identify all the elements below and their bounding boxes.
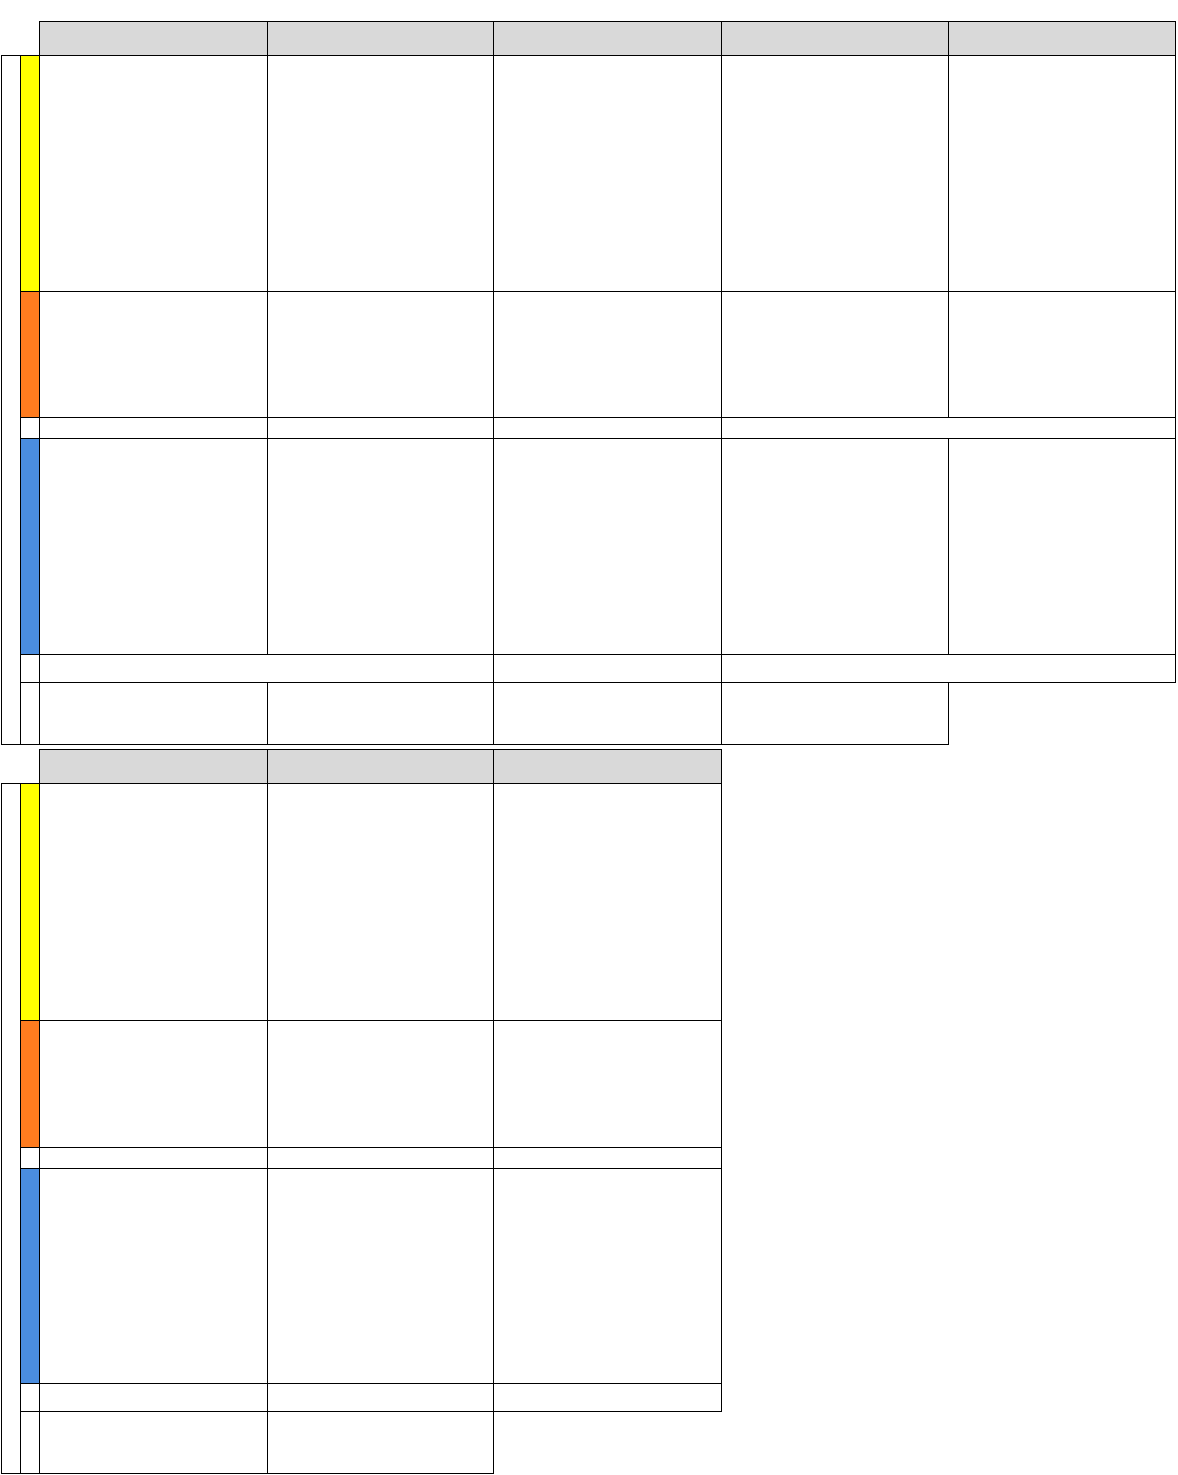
row-pn [2, 1384, 722, 1412]
nutrition-cell [21, 683, 40, 745]
meal-cell [267, 439, 494, 655]
header-row [2, 750, 722, 784]
meal-label-pn [21, 1384, 40, 1412]
meal-cell [721, 292, 949, 418]
row-pd [2, 1148, 722, 1169]
meal-cell [267, 292, 494, 418]
row-nutrition [2, 1412, 722, 1474]
meal-cell [40, 56, 268, 292]
row-obiad [2, 1021, 722, 1148]
meal-cell [494, 1021, 722, 1148]
date-cell [2, 784, 21, 1474]
meal-cell [721, 439, 949, 655]
nutrition-cell [267, 1412, 494, 1474]
diet-header [721, 22, 949, 56]
row-nutrition [2, 683, 1176, 745]
meal-cell [40, 439, 268, 655]
menu-table-1 [1, 21, 1176, 745]
meal-cell [721, 56, 949, 292]
pd-cell [267, 418, 494, 439]
meal-cell [267, 56, 494, 292]
row-kolacja [2, 1169, 722, 1384]
pn-cell [494, 655, 722, 683]
header-row [2, 22, 1176, 56]
meal-label-kolacja [21, 439, 40, 655]
row-obiad [2, 292, 1176, 418]
meal-cell [494, 784, 722, 1021]
pd-cell [721, 418, 1175, 439]
menu-table-2 [1, 749, 722, 1474]
meal-label-pd [21, 418, 40, 439]
meal-cell [40, 1169, 268, 1384]
row-sniadanie [2, 56, 1176, 292]
date-cell [2, 56, 21, 745]
nutrition-cell [21, 1412, 40, 1474]
meal-cell [494, 1169, 722, 1384]
diet-header [267, 22, 494, 56]
meal-label-pd [21, 1148, 40, 1169]
meal-label-sniadanie [21, 56, 40, 292]
nutrition-cell [721, 683, 949, 745]
pn-cell [40, 655, 494, 683]
meal-cell [267, 784, 494, 1021]
pd-cell [40, 418, 268, 439]
nutrition-cell [40, 1412, 268, 1474]
diet-header [949, 22, 1176, 56]
row-sniadanie [2, 784, 722, 1021]
meal-cell [40, 292, 268, 418]
nutrition-cell [494, 683, 722, 745]
pn-cell [267, 1384, 494, 1412]
pn-cell [721, 655, 1175, 683]
nutrition-cell [40, 683, 268, 745]
legend [758, 1071, 1173, 1091]
meal-cell [40, 1021, 268, 1148]
diet-header [494, 750, 722, 784]
meal-cell [949, 292, 1176, 418]
meal-cell [267, 1021, 494, 1148]
diet-header [494, 22, 722, 56]
row-pn [2, 655, 1176, 683]
pd-cell [494, 1148, 722, 1169]
meal-label-obiad [21, 1021, 40, 1148]
nutrition-cell [267, 683, 494, 745]
meal-cell [494, 56, 722, 292]
pd-cell [494, 418, 722, 439]
meal-cell [40, 784, 268, 1021]
meal-cell [494, 439, 722, 655]
meal-cell [949, 439, 1176, 655]
pd-cell [267, 1148, 494, 1169]
meal-cell [494, 292, 722, 418]
diet-header [40, 22, 268, 56]
meal-label-sniadanie [21, 784, 40, 1021]
pn-cell [40, 1384, 268, 1412]
row-pd [2, 418, 1176, 439]
pn-cell [494, 1384, 722, 1412]
meal-cell [949, 56, 1176, 292]
diet-header [267, 750, 494, 784]
meal-label-pn [21, 655, 40, 683]
meal-label-obiad [21, 292, 40, 418]
diet-header [40, 750, 268, 784]
meal-cell [267, 1169, 494, 1384]
meal-label-kolacja [21, 1169, 40, 1384]
row-kolacja [2, 439, 1176, 655]
pd-cell [40, 1148, 268, 1169]
